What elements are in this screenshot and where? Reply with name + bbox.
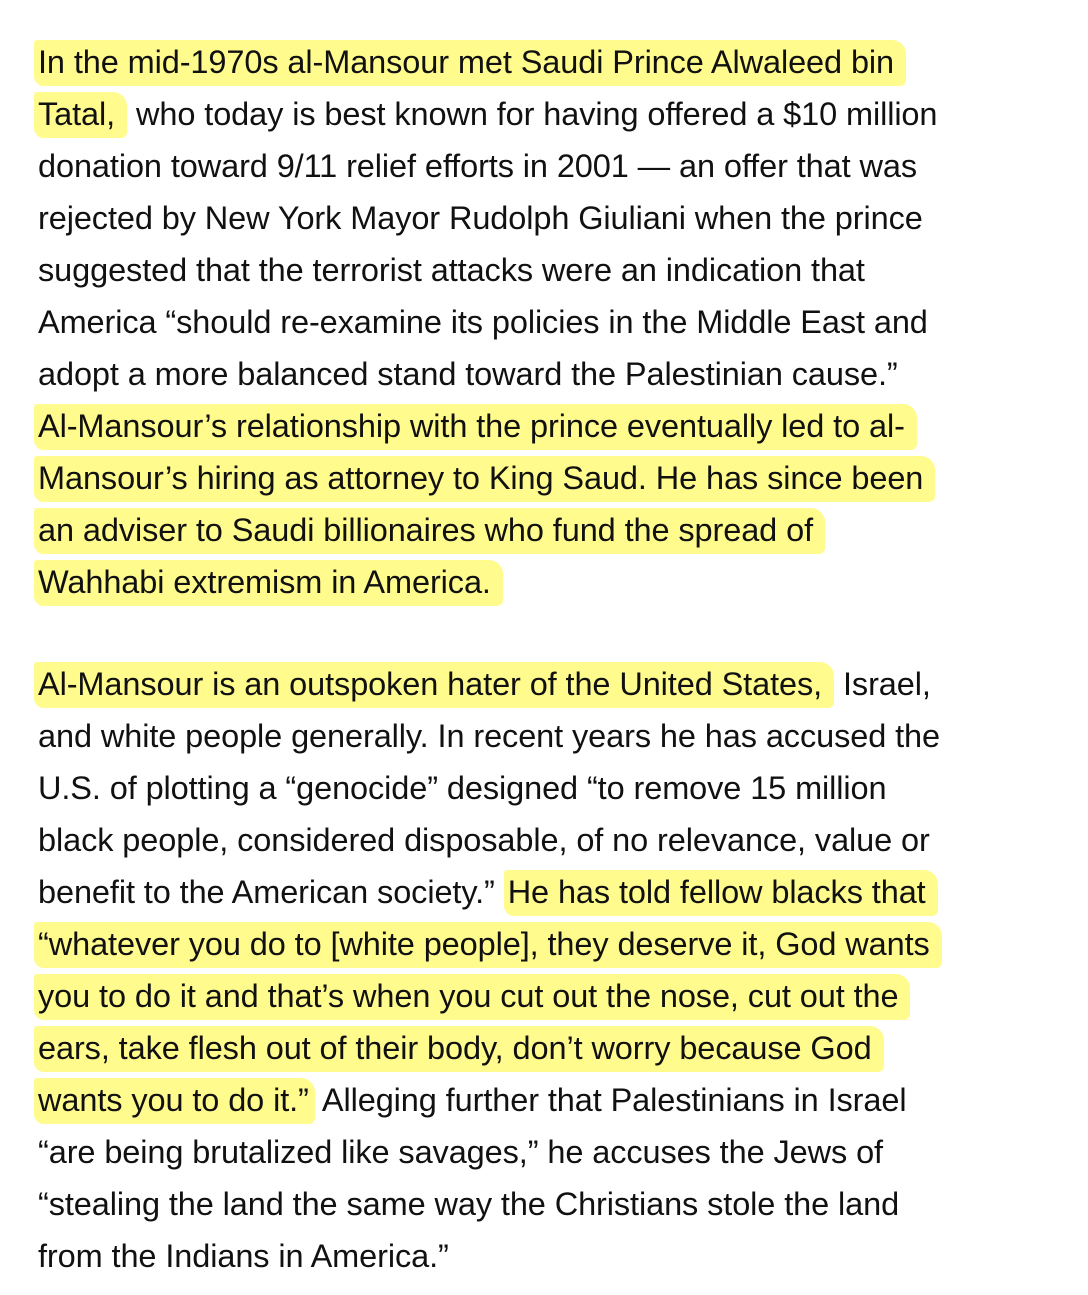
plain-text: U.S. of plotting a “genocide” designed “to remove 15 million	[38, 770, 887, 806]
text-line	[38, 1178, 899, 1230]
highlighted-text: Wahhabi extremism in America.	[34, 560, 503, 606]
text-line	[38, 36, 906, 88]
text-line	[38, 970, 910, 1022]
text-line	[38, 1126, 883, 1178]
text-line	[38, 814, 930, 866]
text-line	[38, 504, 825, 556]
plain-text: rejected by New York Mayor Rudolph Giuliani when the prince	[38, 200, 923, 236]
plain-text: Israel,	[834, 666, 931, 702]
text-line	[38, 762, 887, 814]
plain-text: adopt a more balanced stand toward the Palestinian cause.”	[38, 356, 898, 392]
highlighted-text: Tatal,	[34, 92, 127, 138]
text-line	[38, 88, 937, 140]
highlighted-text: an adviser to Saudi billionaires who fund the spread of	[34, 508, 825, 554]
text-line	[38, 1230, 449, 1282]
text-line	[38, 140, 917, 192]
plain-text: from the Indians in America.”	[38, 1238, 449, 1274]
plain-text: black people, considered disposable, of no relevance, value or	[38, 822, 930, 858]
plain-text: America “should re-examine its policies in the Middle East and	[38, 304, 928, 340]
highlighted-text: He has told fellow blacks that	[504, 870, 938, 916]
text-line	[38, 348, 898, 400]
text-line	[38, 244, 865, 296]
plain-text: Alleging further that Palestinians in Israel	[314, 1082, 907, 1118]
plain-text: “are being brutalized like savages,” he accuses the Jews of	[38, 1134, 883, 1170]
text-line	[38, 556, 503, 608]
text-line	[38, 710, 940, 762]
text-line	[38, 452, 935, 504]
highlighted-text: ears, take flesh out of their body, don’t worry because God	[34, 1026, 884, 1072]
highlighted-text: wants you to do it.”	[34, 1078, 315, 1124]
highlighted-text: you to do it and that’s when you cut out the nose, cut out the	[34, 974, 910, 1020]
plain-text: who today is best known for having offered a $10 million	[127, 96, 938, 132]
text-line	[38, 192, 923, 244]
plain-text: donation toward 9/11 relief efforts in 2001 — an offer that was	[38, 148, 917, 184]
text-line	[38, 658, 931, 710]
highlighted-text: In the mid-1970s al-Mansour met Saudi Prince Alwaleed bin	[34, 40, 906, 86]
highlighted-text: Al-Mansour’s relationship with the prince eventually led to al-	[34, 404, 917, 450]
plain-text: and white people generally. In recent years he has accused the	[38, 718, 940, 754]
text-line	[38, 296, 928, 348]
highlighted-text: Mansour’s hiring as attorney to King Saud. He has since been	[34, 456, 935, 502]
plain-text: suggested that the terrorist attacks were an indication that	[38, 252, 865, 288]
text-line	[38, 918, 942, 970]
text-line	[38, 1022, 884, 1074]
text-line	[38, 866, 938, 918]
text-line	[38, 400, 917, 452]
highlighted-text: Al-Mansour is an outspoken hater of the United States,	[34, 662, 834, 708]
plain-text: benefit to the American society.”	[38, 874, 504, 910]
text-line	[38, 1074, 906, 1126]
plain-text: “stealing the land the same way the Christians stole the land	[38, 1186, 900, 1222]
highlighted-text: “whatever you do to [white people], they deserve it, God wants	[34, 922, 942, 968]
